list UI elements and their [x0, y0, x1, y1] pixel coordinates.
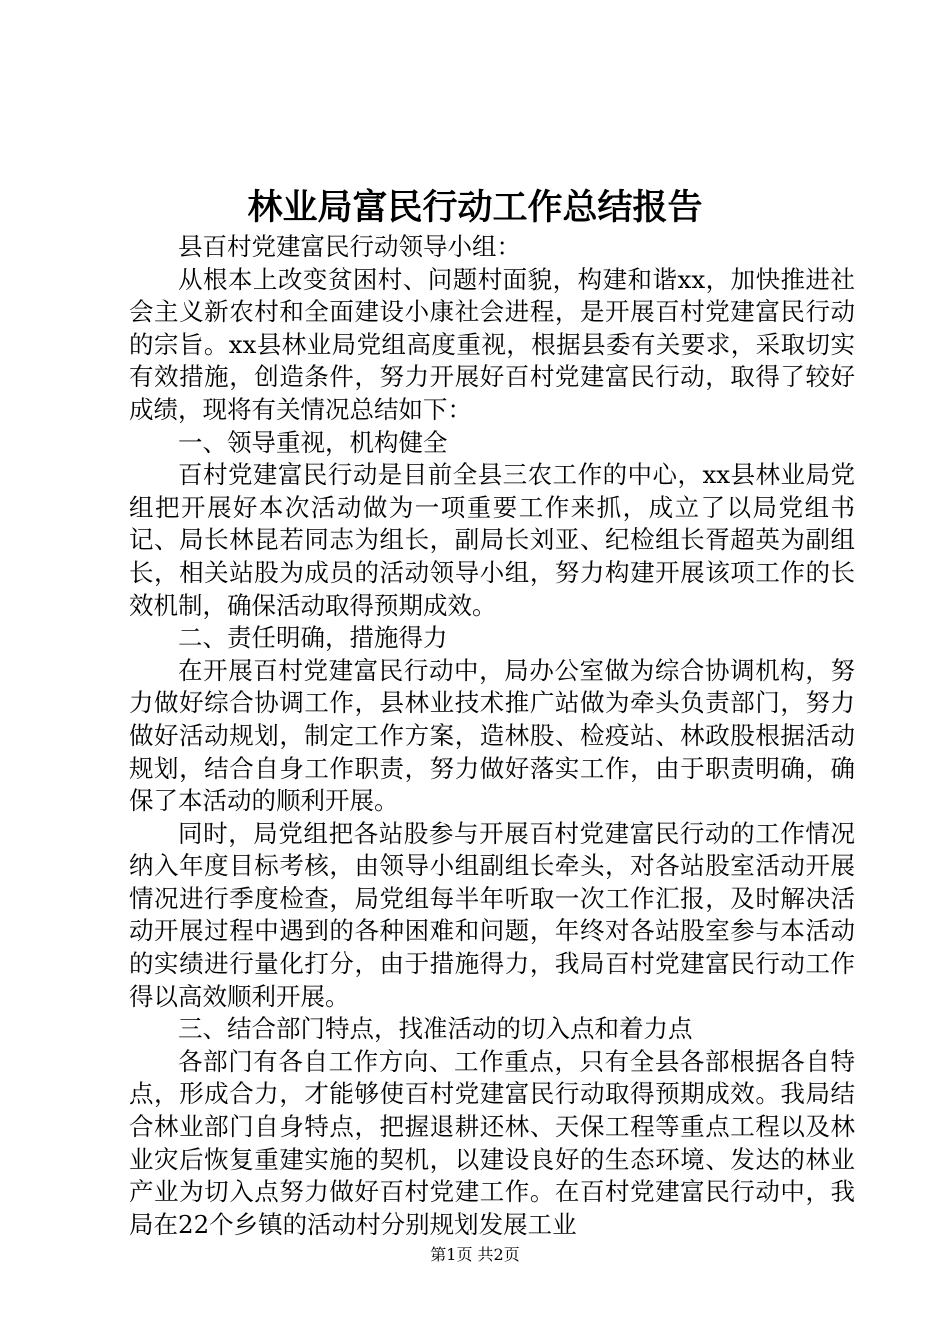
document-body [129, 231, 855, 1241]
salutation: 县百村党建富民行动领导小组： [178, 232, 521, 261]
section-2-paragraph-1: 在开展百村党建富民行动中，局办公室做为综合协调机构，努力做好综合协调工作，县林业技术推广站做为牵头负责部门，努力做好活动规划，制定工作方案，造林股、检疫站、林政股根据活动规划，结合自身工作职责，努力做好落实工作，由于职责明确，确保了本活动的顺利开展。 [129, 655, 855, 816]
document-title: 林业局富民行动工作总结报告 [247, 188, 703, 228]
intro-paragraph: 从根本上改变贫困村、问题村面貌，构建和谐xx，加快推进社会主义新农村和全面建设小康社会进程，是开展百村党建富民行动的宗旨。xx县林业局党组高度重视，根据县委有关要求，采取切实有效措施，创造条件，努力开展好百村党建富民行动，取得了较好成绩，现将有关情况总结如下： [129, 264, 855, 424]
section-heading-1: 一、领导重视，机构健全 [178, 427, 448, 457]
section-heading-3: 三、结合部门特点，找准活动的切入点和着力点 [178, 1014, 693, 1044]
section-heading-2: 二、责任明确，措施得力 [178, 623, 448, 653]
page-footer: 第1页 共2页 [430, 1245, 520, 1264]
section-3-paragraph: 各部门有各自工作方向、工作重点，只有全县各部根据各自特点，形成合力，才能够使百村党建富民行动取得预期成效。我局结合林业部门自身特点，把握退耕还林、天保工程等重点工程以及林业灾后恢复重建实施的契机，以建设良好的生态环境、发达的林业产业为切入点努力做好百村党建工作。在百村党建富民行动中，我局在22个乡镇的活动村分别规划发展工业 [129, 1046, 855, 1239]
section-1-paragraph: 百村党建富民行动是目前全县三农工作的中心，xx县林业局党组把开展好本次活动做为一项重要工作来抓，成立了以局党组书记、局长林昆若同志为组长，副局长刘亚、纪检组长胥超英为副组长，相关站股为成员的活动领导小组，努力构建开展该项工作的长效机制，确保活动取得预期成效。 [129, 460, 855, 620]
section-2-paragraph-2: 同时，局党组把各站股参与开展百村党建富民行动的工作情况纳入年度目标考核，由领导小组副组长牵头，对各站股室活动开展情况进行季度检查，局党组每半年听取一次工作汇报，及时解决活动开展过程中遇到的各种困难和问题，年终对各站股室参与本活动的实绩进行量化打分，由于措施得力，我局百村党建富民行动工作得以高效顺利开展。 [129, 818, 855, 1011]
